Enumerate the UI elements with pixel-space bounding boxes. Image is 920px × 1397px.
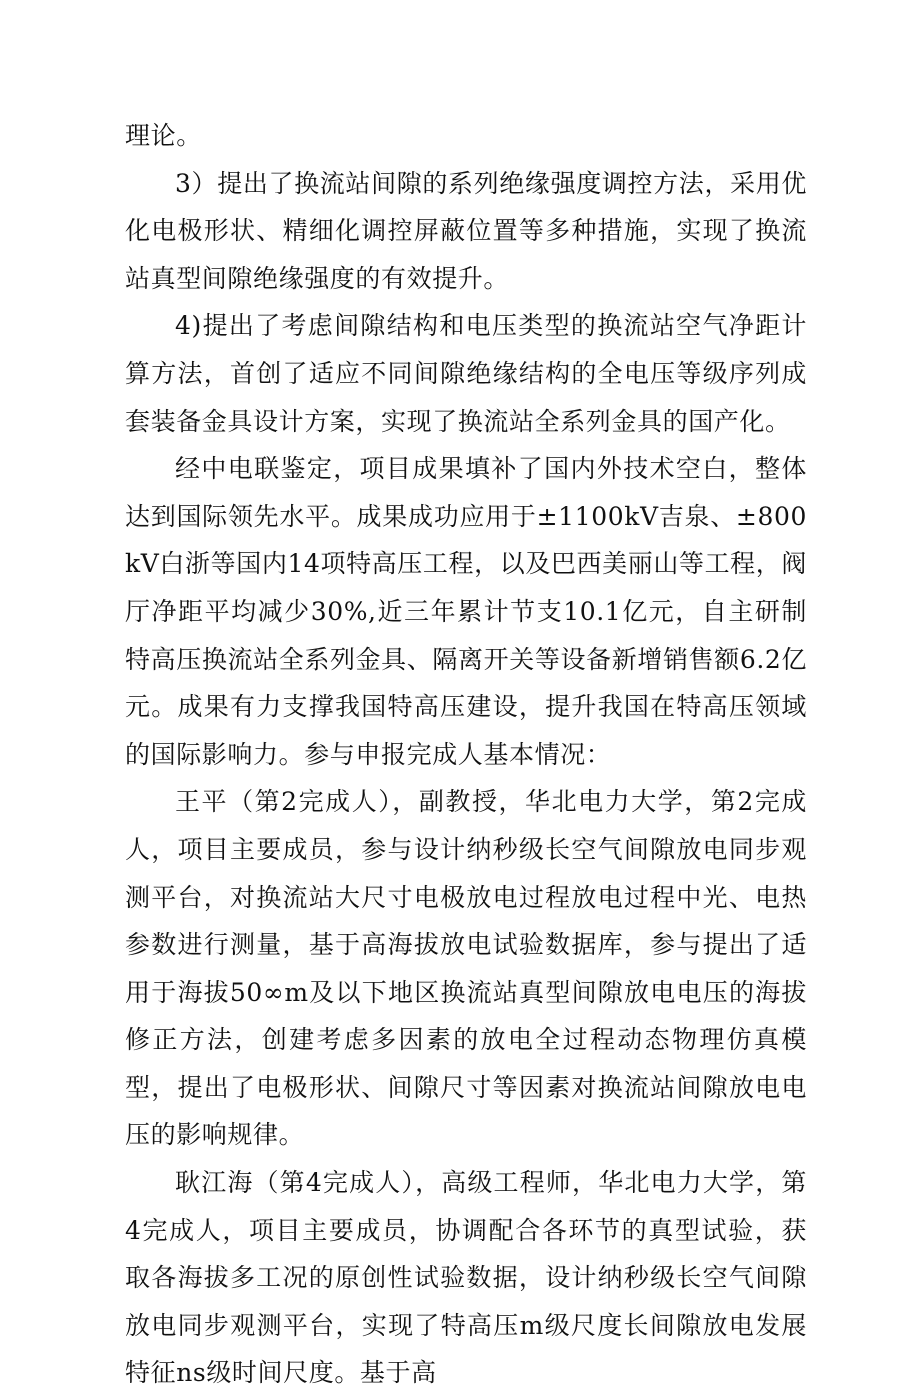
paragraph-item-4: 4)提出了考虑间隙结构和电压类型的换流站空气净距计算方法，首创了适应不同间隙绝缘结构的全电压等级序列成套装备金具设计方案，实现了换流站全系列金具的国产化。 — [125, 311, 807, 436]
document-body — [125, 112, 807, 1397]
paragraph-contributor-wang-ping: 王平（第2完成人），副教授，华北电力大学，第2完成人，项目主要成员，参与设计纳秒级长空气间隙放电同步观测平台，对换流站大尺寸电极放电过程放电过程中光、电热参数进行测量，基于高海拔放电试验数据库，参与提出了适用于海拔50∞m及以下地区换流站真型间隙放电电压的海拔修正方法，创建考虑多因素的放电全过程动态物理仿真模型，提出了电极形状、间隙尺寸等因素对换流站间隙放电电压的影响规律。 — [125, 787, 807, 1150]
paragraph-contributor-geng-jianghai: 耿江海（第4完成人），高级工程师，华北电力大学，第4完成人，项目主要成员，协调配合各环节的真型试验，获取各海拔多工况的原创性试验数据，设计纳秒级长空气间隙放电同步观测平台，实现了特高压m级尺度长间隙放电发展特征ns级时间尺度。基于高 — [125, 1168, 807, 1388]
paragraph-appraisal: 经中电联鉴定，项目成果填补了国内外技术空白，整体达到国际领先水平。成果成功应用于±1100kV吉泉、±800kV白浙等国内14项特高压工程，以及巴西美丽山等工程，阀厅净距平均减少30%,近三年累计节支10.1亿元，自主研制特高压换流站全系列金具、隔离开关等设备新增销售额6.2亿元。成果有力支撑我国特高压建设，提升我国在特高压领域的国际影响力。参与申报完成人基本情况： — [125, 454, 807, 769]
paragraph-continuation: 理论。 — [125, 121, 202, 150]
paragraph-item-3: 3）提出了换流站间隙的系列绝缘强度调控方法，采用优化电极形状、精细化调控屏蔽位置等多种措施，实现了换流站真型间隙绝缘强度的有效提升。 — [125, 168, 807, 293]
